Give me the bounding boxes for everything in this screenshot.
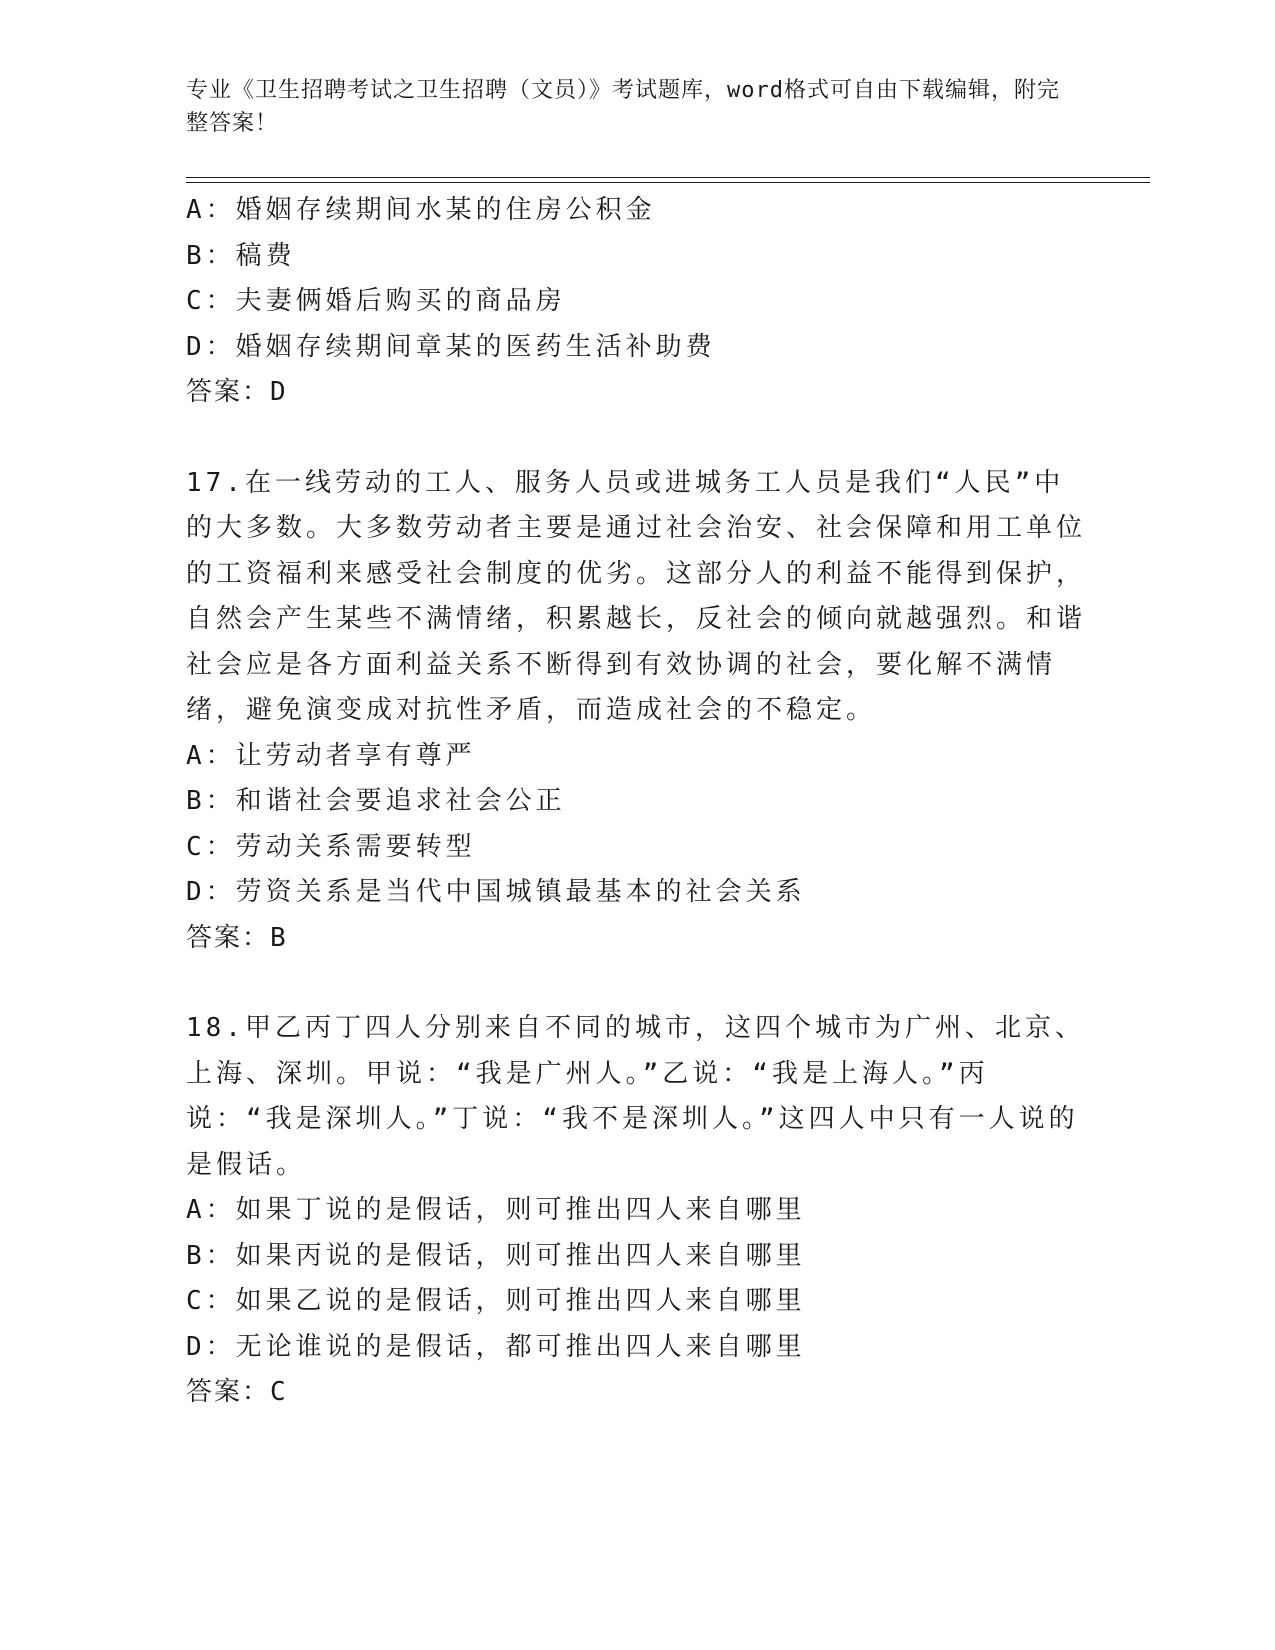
question-content — [186, 188, 1086, 1416]
header-divider-top — [186, 177, 1150, 178]
option-d: D：婚姻存续期间章某的医药生活补助费 — [186, 331, 716, 362]
option-a: A：如果丁说的是假话，则可推出四人来自哪里 — [186, 1195, 806, 1225]
option-b: B：稿费 — [186, 240, 296, 271]
header-divider-bottom — [186, 182, 1150, 183]
question-16-tail — [186, 188, 1086, 416]
option-b: B：和谐社会要追求社会公正 — [186, 786, 566, 816]
answer-line: 答案：D — [186, 377, 288, 407]
answer-line: 答案：B — [186, 922, 288, 953]
option-d: D：无论谁说的是假话，都可推出四人来自哪里 — [186, 1331, 806, 1362]
question-stem: 17.在一线劳动的工人、服务人员或进城务工人员是我们“人民”中的大多数。大多数劳动者主要是通过社会治安、社会保障和用工单位的工资福利来感受社会制度的优劣。这部分人的利益不能得到保护，自然会产生某些不满情绪，积累越长，反社会的倾向就越强烈。和谐社会应是各方面利益关系不断得到有效协调的社会，要化解不满情绪，避免演变成对抗性矛盾，而造成社会的不稳定。 — [186, 467, 1087, 725]
answer-line: 答案：C — [186, 1377, 288, 1407]
question-stem: 18.甲乙丙丁四人分别来自不同的城市，这四个城市为广州、北京、上海、深圳。甲说：“我是广州人。”乙说：“我是上海人。”丙说：“我是深圳人。”丁说：“我不是深圳人。”这四人中只有一人说的是假话。 — [186, 1013, 1085, 1180]
option-a: A：让劳动者享有尊严 — [186, 740, 476, 771]
option-d: D：劳资关系是当代中国城镇最基本的社会关系 — [186, 877, 806, 907]
option-b: B：如果丙说的是假话，则可推出四人来自哪里 — [186, 1240, 806, 1271]
spacer — [186, 416, 1086, 461]
question-17 — [186, 461, 1086, 962]
option-c: C：如果乙说的是假话，则可推出四人来自哪里 — [186, 1286, 806, 1316]
document-header: 专业《卫生招聘考试之卫生招聘（文员）》考试题库，word格式可自由下载编辑，附完整答案！ — [186, 78, 1060, 136]
option-c: C：夫妻俩婚后购买的商品房 — [186, 286, 566, 316]
option-c: C：劳动关系需要转型 — [186, 831, 476, 862]
spacer — [186, 961, 1086, 1006]
option-a: A：婚姻存续期间水某的住房公积金 — [186, 195, 656, 225]
question-18 — [186, 1006, 1086, 1416]
